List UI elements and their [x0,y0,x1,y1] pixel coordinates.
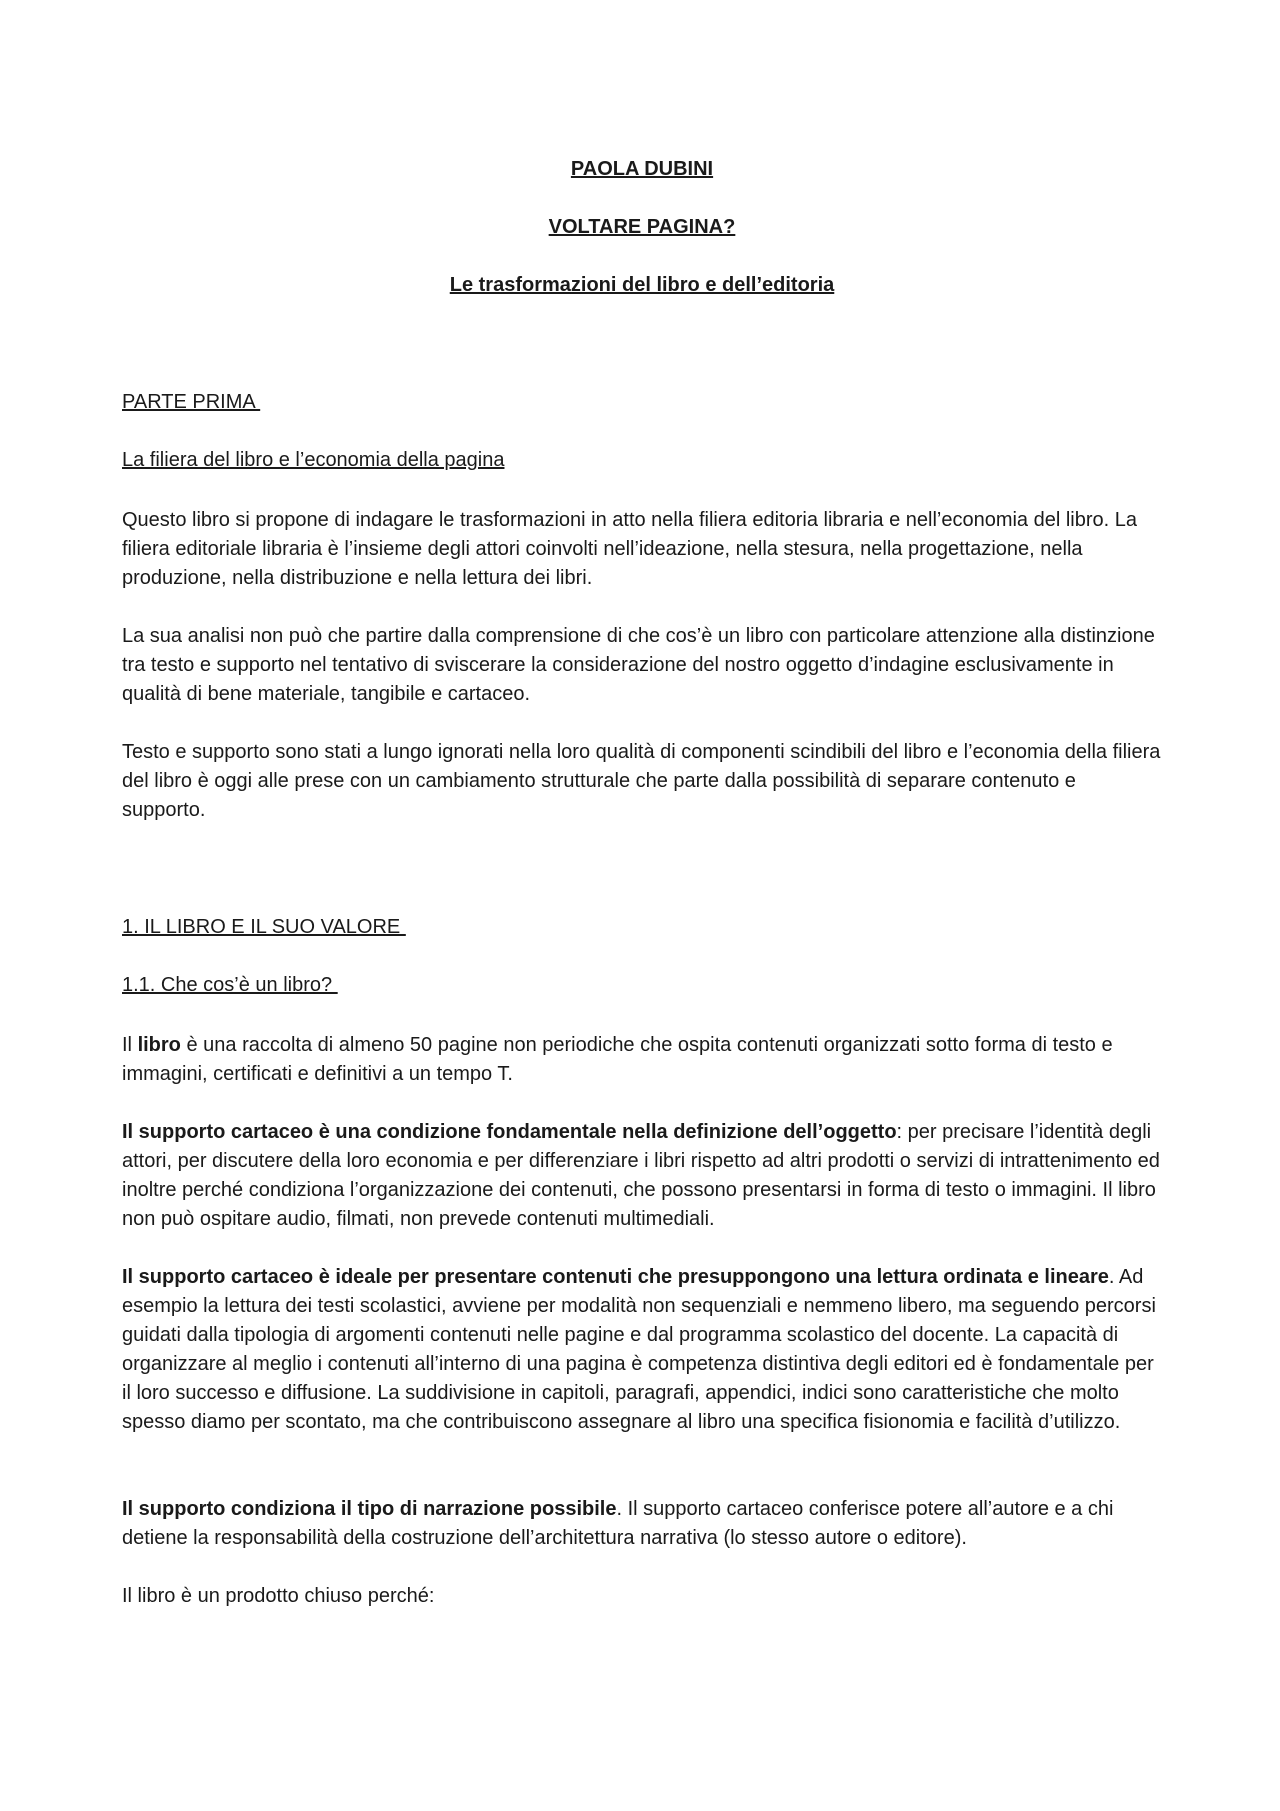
bold-term: libro [137,1034,181,1056]
body-paragraph-1 [122,1031,1162,1089]
intro-paragraph-2: La sua analisi non può che partire dalla comprensione di che cos’è un libro con particolare attenzione alla distinzione tra testo e supporto nel tentativo di sviscerare la considerazione del nostro oggetto d’indagine esclusivamente in qualità di bene materiale, tangibile e cartaceo. [122,625,1155,705]
book-subtitle: Le trasformazioni del libro e dell’editoria [449,274,835,296]
body-paragraph-3 [122,1263,1162,1437]
body-paragraph-2 [122,1118,1162,1234]
author-name: PAOLA DUBINI [570,158,714,180]
text-run: : per precisare l’identità degli attori, per discutere della loro economia e per differenziare i libri rispetto ad altri prodotti o servizi di intrattenimento ed inoltre perché condiziona l’organizzazione dei contenuti, che possono presentarsi in forma di testo o immagini. Il libro non può ospitare audio, filmati, non prevede contenuti multimediali. [122,1121,1160,1230]
text-run: è una raccolta di almeno 50 pagine non periodiche che ospita contenuti organizzati sotto forma di testo e immagini, certificati e definitivi a un tempo T. [122,1034,1113,1085]
bold-statement: Il supporto condiziona il tipo di narrazione possibile [122,1498,617,1520]
subsection-heading: 1.1. Che cos’è un libro? [122,974,338,996]
book-title: VOLTARE PAGINA? [548,216,736,238]
body-paragraph-5: Il libro è un prodotto chiuso perché: [122,1585,435,1607]
intro-paragraph-1: Questo libro si propone di indagare le trasformazioni in atto nella filiera editoria libraria e nell’economia del libro. La filiera editoriale libraria è l’insieme degli attori coinvolti nell’ideazione, nella stesura, nella progettazione, nella produzione, nella distribuzione e nella lettura dei libri. [122,509,1137,589]
bold-statement: Il supporto cartaceo è una condizione fondamentale nella definizione dell’oggetto [122,1121,897,1143]
text-run: Il [122,1034,138,1056]
part-heading: PARTE PRIMA [122,391,261,413]
text-run: . Il supporto cartaceo conferisce potere all’autore e a chi detiene la responsabilità della costruzione dell’architettura narrativa (lo stesso autore o editore). [122,1498,1114,1549]
chapter-heading: 1. IL LIBRO E IL SUO VALORE [122,916,406,938]
text-run: . Ad esempio la lettura dei testi scolastici, avviene per modalità non sequenziali e nemmeno libero, ma seguendo percorsi guidati dalla tipologia di argomenti contenuti nelle pagine e dal programma scolastico del docente. La capacità di organizzare al meglio i contenuti all’interno di una pagina è competenza distintiva degli editori ed è fondamentale per il loro successo e diffusione. La suddivisione in capitoli, paragrafi, appendici, indici sono caratteristiche che molto spesso diamo per scontato, ma che contribuiscono assegnare al libro una specifica fisionomia e facilità d’utilizzo. [122,1266,1156,1433]
body-paragraph-4 [122,1495,1162,1553]
section-heading: La filiera del libro e l’economia della pagina [122,449,505,471]
bold-statement: Il supporto cartaceo è ideale per presentare contenuti che presuppongono una lettura ordinata e lineare [122,1266,1109,1288]
intro-paragraph-3: Testo e supporto sono stati a lungo ignorati nella loro qualità di componenti scindibili del libro e l’economia della filiera del libro è oggi alle prese con un cambiamento strutturale che parte dalla possibilità di separare contenuto e supporto. [122,741,1161,821]
